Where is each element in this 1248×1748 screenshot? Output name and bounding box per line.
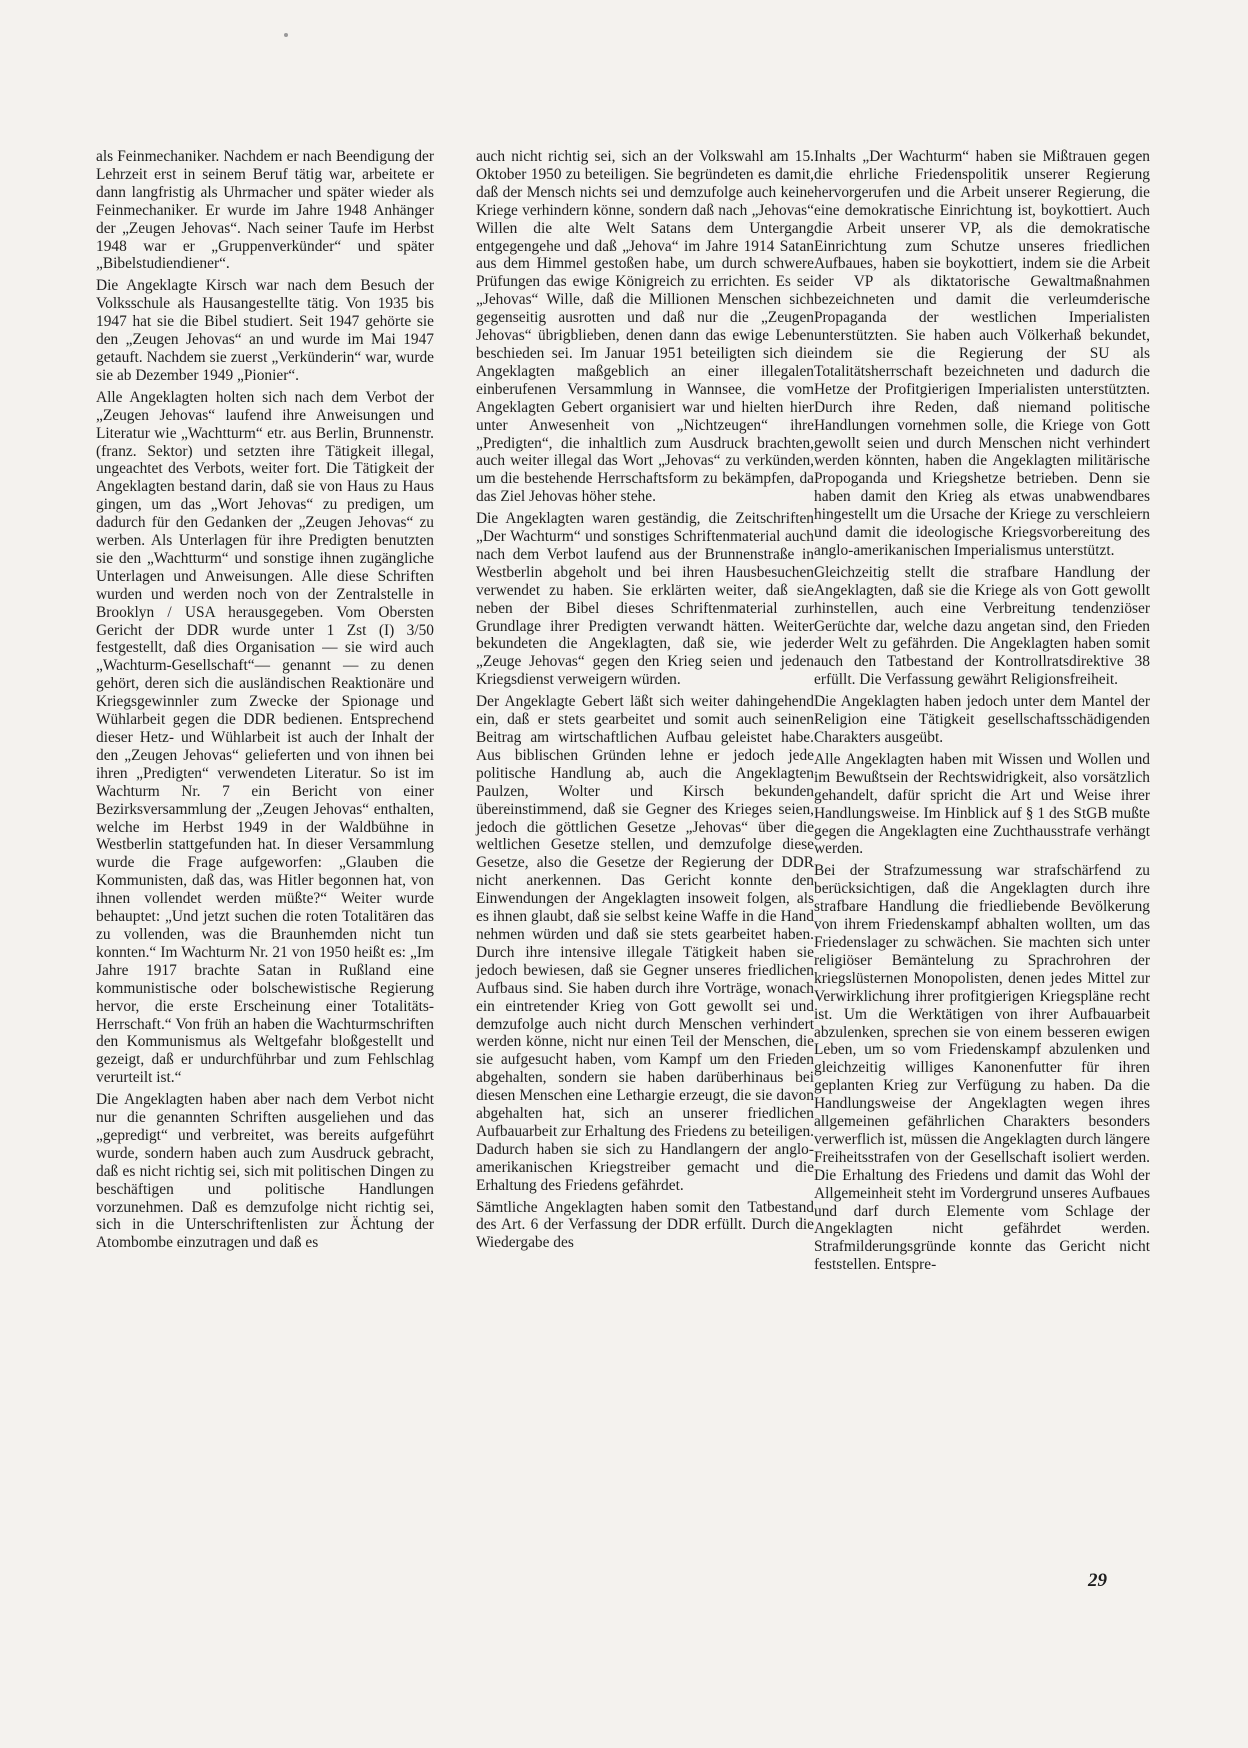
paragraph: Die Angeklagten haben jedoch unter dem Mantel der Religion eine Tätigkeit gesellschaftsschädigenden Charakters ausgeübt. xyxy=(814,693,1150,746)
paragraph: auch nicht richtig sei, sich an der Volkswahl am 15. Oktober 1950 zu beteiligen. Sie begründeten es damit, daß der Mensch nichts sei und demzufolge auch keine Kriege verhindern könne, sondern daß nach „Jehovas“ Willen die alte Welt Satans dem Untergang entgegengehe und daß „Jehova“ im Jahre 1914 Satan aus dem Himmel gestoßen habe, um durch schwere Prüfungen das ewige Königreich zu errichten. Es sei „Jehovas“ Wille, daß die Millionen Menschen sich gegenseitig ausrotten und daß nur die „Zeugen Jehovas“ übrigblieben, denen dann das ewige Leben beschieden sei. Im Januar 1951 beteiligten sich die Angeklagten maßgeblich an einer illegalen einberufenen Versammlung in Wannsee, die vom Angeklagten Gebert organisiert war und hielten hier unter Anwesenheit von „Nichtzeugen“ ihre „Predigten“, die inhaltlich zum Ausdruck brachten, auch weiter illegal das Wort „Jehovas“ zu verkünden, um die bestehende Herrschaftsform zu bekämpfen, da das Ziel Jehovas höher stehe. xyxy=(476,148,814,506)
paragraph: Alle Angeklagten holten sich nach dem Verbot der „Zeugen Jehovas“ laufend ihre Anweisungen und Literatur wie „Wachtturm“ etr. aus Berlin, Brunnenstr. (franz. Sektor) und setzten ihre Tätigkeit illegal, ungeachtet des Verbots, weiter fort. Die Tätigkeit der Angeklagten bestand darin, daß sie von Haus zu Haus gingen, um das „Wort Jehovas“ zu predigen, um dadurch für den Gedanken der „Zeugen Jehovas“ zu werben. Als Unterlagen für ihre Predigten benutzten sie den „Wachtturm“ und sonstige ihnen zugängliche Unterlagen und Anweisungen. Alle diese Schriften wurden und werden noch von der Zentralstelle in Brooklyn / USA herausgegeben. Vom Obersten Gericht der DDR wurde unter 1 Zst (I) 3/50 festgestellt, daß dies Organisation — sie wird auch „Wachturm-Gesellschaft“— genannt — zu denen gehört, deren sich die ausländischen Reaktionäre und Kriegsgewinnler zum Zwecke der Spionage und Wühlarbeit gegen die DDR bedienen. Entsprechend dieser Hetz- und Wühlarbeit ist auch der Inhalt der den „Zeugen Jehovas“ gelieferten und von ihnen bei ihren „Predigten“ verwendeten Literatur. So ist im Wachturm Nr. 7 ein Bericht von einer Bezirksversammlung der „Zeugen Jehovas“ enthalten, welche im Herbst 1949 in der Waldbühne in Westberlin stattgefunden hat. In dieser Versammlung wurde die Frage aufgeworfen: „Glauben die Kommunisten, daß das, was Hitler begonnen hat, von ihnen vollendet werden müßte?“ Weiter wurde behauptet: „Und jetzt suchen die roten Totalitären das zu vollenden, was die Braunhemden nicht tun konnten.“ Im Wachturm Nr. 21 von 1950 heißt es: „Im Jahre 1917 brachte Satan in Rußland eine kommunistische oder bolschewistische Regierung hervor, die erste Erscheinung einer Totalitäts-Herrschaft.“ Von früh an haben die Wachturmschriften den Kommunismus als Weltgefahr bloßgestellt und gezeigt, daß er undurchführbar und zum Fehlschlag verurteilt ist.“ xyxy=(96,388,434,1087)
paragraph: Sämtliche Angeklagten haben somit den Tatbestand des Art. 6 der Verfassung der DDR erfüllt. Durch die Wiedergabe des xyxy=(476,1198,814,1252)
paragraph: Die Angeklagten waren geständig, die Zeitschriften „Der Wachturm“ und sonstiges Schriftenmaterial auch nach dem Verbot laufend aus der Brunnenstraße in Westberlin abgeholt und bei ihren Hausbesuchen verwendet zu haben. Sie erklärten weiter, daß sie neben der Bibel dieses Schriftenmaterial zur Grundlage ihrer Predigten verwandt hätten. Weiter bekundeten die Angeklagten, daß sie, wie jeder „Zeuge Jehovas“ gegen den Krieg seien und jeden Kriegsdienst verweigern würden. xyxy=(476,510,814,689)
paragraph: Bei der Strafzumessung war strafschärfend zu berücksichtigen, daß die Angeklagten durch ihre strafbare Handlung die friedliebende Bevölkerung von ihrem Friedenskampf abhalten wollten, um das Friedenslager zu schwächen. Sie machten sich unter religiöser Bemäntelung zu Sprachrohren der kriegslüsternen Monopolisten, denen jedes Mittel zur Verwirklichung ihrer profitgierigen Kriegspläne recht ist. Um die Werktätigen von ihrer Aufbauarbeit abzulenken, sprechen sie von einem besseren ewigen Leben, um so vom Friedenskampf abzulenken und gleichzeitig williges Kanonenfutter für ihren geplanten Krieg zur Verfügung zu haben. Da die Handlungsweise der Angeklagten wegen ihres allgemeinen gefährlichen Charakters besonders verwerflich ist, müssen die Angeklagten durch längere Freiheitsstrafen von der Gesellschaft isoliert werden. Die Erhaltung des Friedens und damit das Wohl der Allgemeinheit steht im Vordergrund unseres Aufbaues und darf durch Elemente vom Schlage der Angeklagten nicht gefährdet werden. Strafmilderungsgründe konnte das Gericht nicht feststellen. Entspre- xyxy=(814,862,1150,1274)
text-column-2 xyxy=(476,148,814,1256)
page-number: 29 xyxy=(1088,1570,1107,1591)
paragraph: Alle Angeklagten haben mit Wissen und Wollen und im Bewußtsein der Rechtswidrigkeit, also vorsätzlich gehandelt, dafür spricht die Art und Weise ihrer Handlungsweise. Im Hinblick auf § 1 des StGB mußte gegen die Angeklagten eine Zuchthausstrafe verhängt werden. xyxy=(814,750,1150,858)
text-column-1 xyxy=(96,148,434,1256)
text-column-3 xyxy=(814,148,1150,1278)
paragraph: Inhalts „Der Wachturm“ haben sie Mißtrauen gegen die ehrliche Friedenspolitik unserer Regierung hervorgerufen und die Arbeit unserer Regierung, die eine demokratische Einrichtung ist, boykottiert. Auch die Arbeit unserer VP, als die demokratische Einrichtung zum Schutze unseres friedlichen Aufbaues, haben sie boykottiert, indem sie die Arbeit der VP als diktatorische Gewaltmaßnahmen bezeichneten und damit die verleumderische Propaganda der westlichen Imperialisten unterstützten. Sie haben auch Völkerhaß bekundet, indem sie die Regierung der SU als Totalitätsherrschaft bezeichneten und dadurch die Hetze der Profitgierigen Imperialisten unterstützten. Durch ihre Reden, daß niemand politische Handlungen vornehmen solle, die Kriege von Gott gewollt seien und durch Menschen nicht verhindert werden könnten, haben die Angeklagten militärische Propoganda und Kriegshetze betrieben. Denn sie haben damit den Krieg als etwas unabwendbares hingestellt um die Ursache der Kriege zu verschleiern und damit die ideologische Kriegsvorbereitung des anglo-amerikanischen Imperialismus unterstützt. xyxy=(814,148,1150,559)
paragraph: Der Angeklagte Gebert läßt sich weiter dahingehend ein, daß er stets gearbeitet und somit auch seinen Beitrag am wirtschaftlichen Aufbau geleistet habe. Aus biblischen Gründen lehne er jedoch jede politische Handlung ab, auch die Angeklagten Paulzen, Wolter und Kirsch bekunden übereinstimmend, daß sie Gegner des Krieges seien, jedoch die göttlichen Gesetze „Jehovas“ über die weltlichen Gesetze stellen, und demzufolge diese Gesetze, also die Gesetze der Regierung der DDR nicht anerkennen. Das Gericht konnte den Einwendungen der Angeklagten insoweit folgen, als es ihnen glaubt, daß sie selbst keine Waffe in die Hand nehmen würden und daß sie stets gearbeitet haben. Durch ihre intensive illegale Tätigkeit haben sie jedoch bewiesen, daß sie Gegner unseres friedlichen Aufbaus sind. Sie haben durch ihre Vorträge, wonach ein eintretender Krieg von Gott gewollt sei und demzufolge auch nicht durch Menschen verhindert werden könne, nicht nur einen Teil der Menschen, die sie aufgesucht haben, vom Kampf um den Frieden abgehalten, sondern sie haben darüberhinaus bei diesen Menschen eine Lethargie erzeugt, die sie davon abgehalten hat, sich an unserer friedlichen Aufbauarbeit zur Erhaltung des Friedens zu beteiligen. Dadurch haben sie sich zu Handlangern der anglo-amerikanischen Kriegstreiber gemacht und die Erhaltung des Friedens gefährdet. xyxy=(476,693,814,1194)
paragraph: Die Angeklagten haben aber nach dem Verbot nicht nur die genannten Schriften ausgeliehen und das „gepredigt“ und verbreitet, was bereits aufgeführt wurde, sondern haben auch zum Ausdruck gebracht, daß es nicht richtig sei, sich mit politischen Dingen zu beschäftigen und politische Handlungen vorzunehmen. Daß es demzufolge nicht richtig sei, sich in die Unterschriftenlisten zur Ächtung der Atombombe einzutragen und daß es xyxy=(96,1091,434,1252)
paragraph: Gleichzeitig stellt die strafbare Handlung der Angeklagten, daß sie die Kriege als von Gott gewollt hinstellen, auch eine Verbreitung tendenziöser Gerüchte dar, welche dazu angetan sind, den Frieden der Welt zu gefährden. Die Angeklagten haben somit auch den Tatbestand der Kontrollratsdirektive 38 erfüllt. Die Verfassung gewährt Religionsfreiheit. xyxy=(814,563,1150,689)
print-speck xyxy=(284,33,288,37)
paragraph: als Feinmechaniker. Nachdem er nach Beendigung der Lehrzeit erst in seinem Beruf tätig war, arbeitete er dann langfristig als Uhrmacher und später wieder als Feinmechaniker. Er wurde im Jahre 1948 Anhänger der „Zeugen Jehovas“. Nach seiner Taufe im Herbst 1948 war er „Gruppenverkünder“ und später „Bibelstudiendiener“. xyxy=(96,148,434,273)
paragraph: Die Angeklagte Kirsch war nach dem Besuch der Volksschule als Hausangestellte tätig. Von 1935 bis 1947 hat sie die Bibel studiert. Seit 1947 gehörte sie den „Zeugen Jehovas“ an und wurde im Mai 1947 getauft. Nachdem sie zuerst „Verkünderin“ war, wurde sie ab Dezember 1949 „Pionier“. xyxy=(96,277,434,384)
